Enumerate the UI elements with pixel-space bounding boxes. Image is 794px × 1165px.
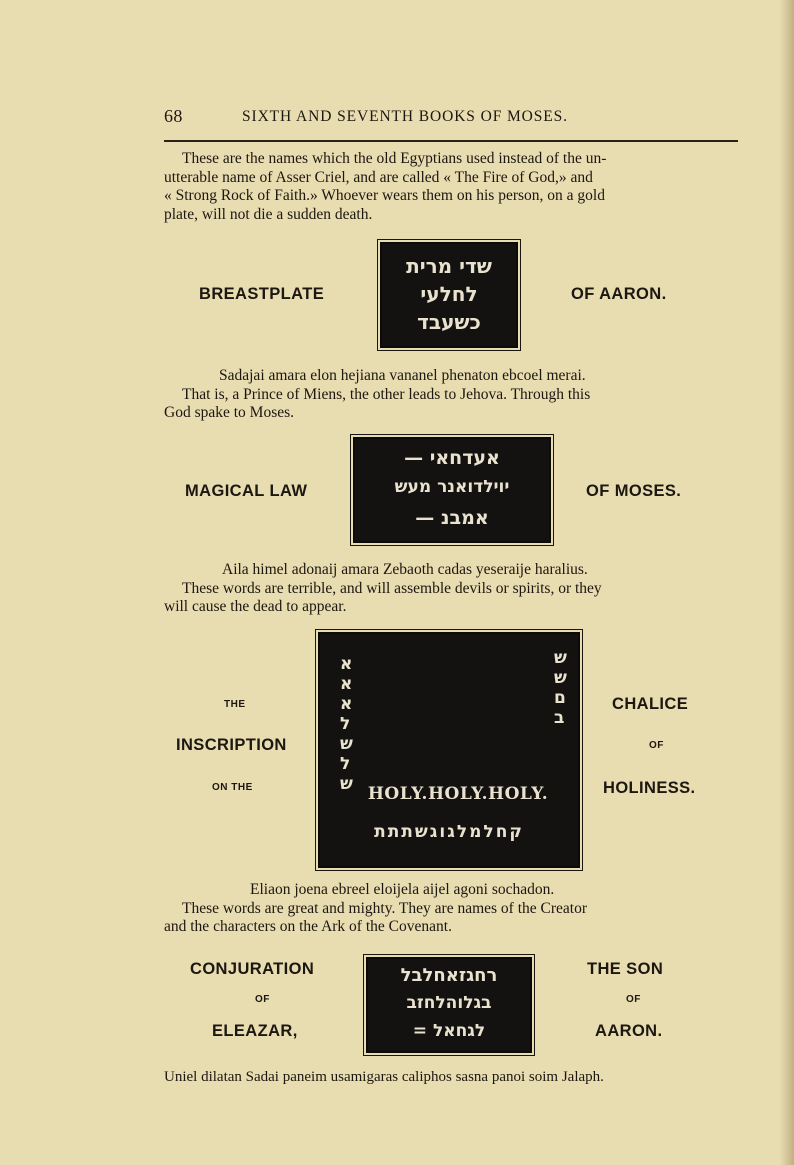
breastplate-plate xyxy=(380,242,518,348)
page-spine-shadow xyxy=(780,0,794,1165)
glyph: ל xyxy=(340,714,351,734)
plate-line: בגלוהלחזב xyxy=(406,993,492,1013)
chalice-right-label-top: CHALICE xyxy=(612,695,689,713)
conjuration-left-label-bottom: ELEAZAR, xyxy=(212,1022,298,1040)
text-line: and the characters on the Ark of the Covenant. xyxy=(164,918,452,936)
plate-line: שדי מרית xyxy=(406,254,492,278)
header-rule xyxy=(164,140,738,142)
text-line: will cause the dead to appear. xyxy=(164,598,347,616)
text-line: God spake to Moses. xyxy=(164,404,295,422)
magical-law-plate xyxy=(353,437,551,543)
conjuration-left-label-mid: OF xyxy=(255,994,270,1005)
breastplate-left-label: BREASTPLATE xyxy=(199,285,325,303)
text-line: « Strong Rock of Faith.» Whoever wears them on his person, on a gold xyxy=(164,187,605,205)
glyph: ל xyxy=(340,754,351,774)
conjuration-plate xyxy=(366,957,532,1053)
chalice-bottom-line: קחלמלגוגשתתת xyxy=(374,822,524,842)
page-header xyxy=(164,106,736,130)
text-line: plate, will not die a sudden death. xyxy=(164,205,373,223)
glyph: ב xyxy=(554,708,565,728)
chalice-holy-line: HOLY.HOLY.HOLY. xyxy=(367,784,549,804)
plate-line: לגחאל = xyxy=(412,1021,486,1041)
plate-line: אמבנ — xyxy=(415,507,489,529)
plate-line: רחגזאחלבל xyxy=(400,965,498,986)
breastplate-right-label: OF AARON. xyxy=(571,285,667,303)
text-line: These are the names which the old Egyptians used instead of the un- xyxy=(182,150,607,167)
glyph: ש xyxy=(340,734,353,754)
chalice-right-label-bottom: HOLINESS. xyxy=(603,779,696,797)
chalice-right-label-mid: OF xyxy=(649,740,664,751)
intro-paragraph xyxy=(164,150,738,224)
magical-law-right-label: OF MOSES. xyxy=(586,482,682,500)
running-head: SIXTH AND SEVENTH BOOKS OF MOSES. xyxy=(242,108,568,125)
magical-law-left-label: MAGICAL LAW xyxy=(185,482,308,500)
conjuration-right-label-bottom: AARON. xyxy=(595,1022,663,1040)
breastplate-caption xyxy=(164,367,738,423)
conjuration-right-label-mid: OF xyxy=(626,994,641,1005)
text-line: Aila himel adonaij amara Zebaoth cadas yeseraije haralius. xyxy=(222,561,588,578)
plate-line: יוילדואנר מעש xyxy=(394,477,510,497)
conjuration-caption xyxy=(164,1068,738,1087)
chalice-plate xyxy=(318,632,580,868)
page-number: 68 xyxy=(164,106,183,126)
chalice-right-column xyxy=(554,648,574,728)
chalice-caption xyxy=(164,881,738,937)
plate-line: לחלעי xyxy=(420,282,478,306)
chalice-left-column xyxy=(340,654,360,794)
plate-line: כשעבד xyxy=(417,310,481,334)
glyph: ש xyxy=(554,668,567,688)
glyph: א xyxy=(340,654,353,674)
text-line: Sadajai amara elon hejiana vananel phenaton ebcoel merai. xyxy=(219,367,586,384)
text-line: Eliaon joena ebreel eloijela aijel agoni sochadon. xyxy=(250,881,555,898)
glyph: ם xyxy=(554,688,566,708)
conjuration-right-label-top: THE SON xyxy=(587,960,664,978)
chalice-left-label-bottom: ON THE xyxy=(212,782,253,793)
plate-line: אעדחאי — xyxy=(404,447,500,469)
glyph: ש xyxy=(554,648,567,668)
magical-law-caption xyxy=(164,561,738,617)
glyph: א xyxy=(340,694,353,714)
text-line: Uniel dilatan Sadai paneim usamigaras caliphos sasna panoi soim Jalaph. xyxy=(164,1069,604,1085)
text-line: That is, a Prince of Miens, the other leads to Jehova. Through this xyxy=(182,385,591,403)
conjuration-left-label-top: CONJURATION xyxy=(190,960,315,978)
chalice-left-label-mid: INSCRIPTION xyxy=(176,736,287,754)
chalice-left-label-top: THE xyxy=(224,699,246,710)
glyph: ש xyxy=(340,774,353,794)
text-line: These words are terrible, and will assemble devils or spirits, or they xyxy=(182,579,602,597)
glyph: א xyxy=(340,674,353,694)
text-line: These words are great and mighty. They are names of the Creator xyxy=(182,899,587,917)
text-line: utterable name of Asser Criel, and are called « The Fire of God,» and xyxy=(164,168,593,186)
